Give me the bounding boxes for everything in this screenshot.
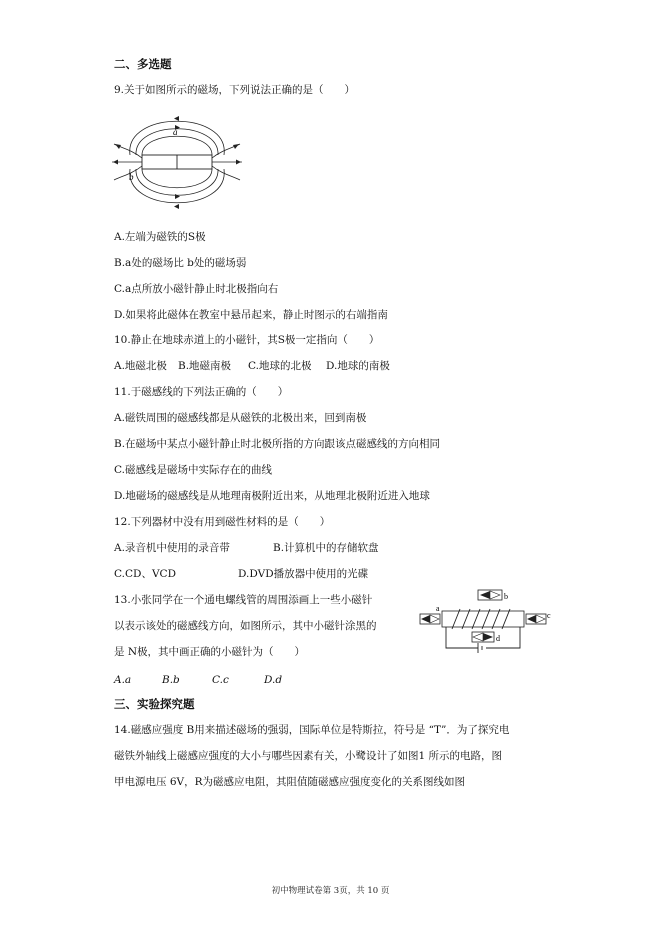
question-13-stem-line2: 以表示该处的磁感线方向，如图所示，其中小磁针涂黑的 bbox=[114, 620, 377, 632]
q9-option-b: B.a处的磁场比 b处的磁场弱 bbox=[114, 257, 247, 269]
q13-option-d: D.d bbox=[264, 674, 283, 686]
q9-option-a: A.左端为磁铁的S极 bbox=[114, 231, 206, 243]
q9-option-d: D.如果将此磁体在教室中悬吊起来，静止时图示的右端指南 bbox=[114, 309, 388, 321]
question-9-stem: 9.关于如图所示的磁场，下列说法正确的是（ ） bbox=[114, 84, 356, 96]
question-13-stem-line3: 是 N极，其中画正确的小磁针为（ ） bbox=[114, 646, 306, 658]
q10-option-d: D.地球的南极 bbox=[326, 360, 390, 372]
q11-option-c: C.磁感线是磁场中实际存在的曲线 bbox=[114, 464, 272, 476]
page-footer: 初中物理试卷第 3页，共 10 页 bbox=[271, 886, 390, 896]
question-10-stem: 10.静止在地球赤道上的小磁针，其S极一定指向（ ） bbox=[114, 334, 380, 346]
compass-c-label: c bbox=[547, 611, 551, 620]
q10-option-c: C.地球的北极 bbox=[248, 360, 312, 372]
point-b-label: b bbox=[129, 172, 134, 182]
q11-option-d: D.地磁场的磁感线是从地理南极附近出来，从地理北极附近进入地球 bbox=[114, 490, 430, 502]
q10-option-b: B.地磁南极 bbox=[178, 360, 232, 372]
q12-option-d: D.DVD播放器中使用的光碟 bbox=[238, 568, 369, 580]
compass-d bbox=[472, 632, 500, 643]
question-14-line1: 14.磁感应强度 B用来描述磁场的强弱，国际单位是特斯拉，符号是 “T”．为了探究电 bbox=[114, 724, 510, 736]
question-14-line3: 甲电源电压 6V，R为磁感应电阻，其阻值随磁感应强度变化的关系图线如图 bbox=[114, 776, 466, 788]
q13-option-c: C.c bbox=[212, 674, 229, 686]
q12-option-a: A.录音机中使用的录音带 bbox=[114, 542, 230, 554]
q9-option-c: C.a点所放小磁针静止时北极指向右 bbox=[114, 283, 279, 295]
compass-b-label: b bbox=[504, 592, 508, 601]
point-a-label: a bbox=[173, 127, 178, 137]
q11-option-b: B.在磁场中某点小磁针静止时北极所指的方向跟该点磁感线的方向相同 bbox=[114, 438, 441, 450]
question-11-stem: 11.于磁感线的下列法正确的（ ） bbox=[114, 386, 289, 398]
compass-d-label: d bbox=[496, 634, 500, 643]
q12-option-c: C.CD、VCD bbox=[114, 568, 176, 580]
compass-a bbox=[420, 604, 440, 624]
q13-option-a: A.a bbox=[114, 674, 132, 686]
compass-c bbox=[526, 611, 551, 624]
bar-magnet-field-figure bbox=[112, 108, 242, 216]
question-12-stem: 12.下列器材中没有用到磁性材料的是（ ） bbox=[114, 516, 331, 528]
q13-option-b: B.b bbox=[162, 674, 180, 686]
compass-b bbox=[478, 590, 508, 601]
q10-option-a: A.地磁北极 bbox=[114, 360, 167, 372]
q12-option-b: B.计算机中的存储软盘 bbox=[273, 542, 379, 554]
q11-option-a: A.磁铁周围的磁感线都是从磁铁的北极出来，回到南极 bbox=[114, 412, 367, 424]
compass-a-label: a bbox=[436, 604, 440, 613]
question-14-line2: 磁铁外轴线上磁感应强度的大小与哪些因素有关，小鹭设计了如图1 所示的电路，图 bbox=[114, 750, 503, 762]
section-heading-experiment: 三、实验探究题 bbox=[114, 697, 195, 711]
question-13-stem-line1: 13.小张同学在一个通电螺线管的周围添画上一些小磁针 bbox=[114, 594, 373, 606]
section-heading-multiple-choice: 二、多选题 bbox=[114, 57, 172, 71]
solenoid-compass-figure bbox=[418, 588, 554, 666]
